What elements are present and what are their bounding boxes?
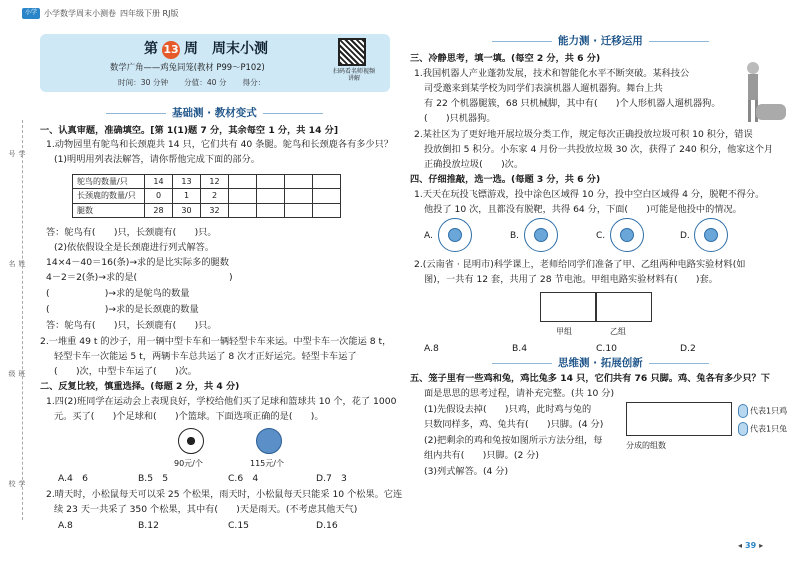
section-ability: 能力测 · 迁移运用 xyxy=(558,35,643,47)
q2-2-line-a: 2.晴天时，小松鼠每天可以采 25 个松果，雨天时，小松鼠每天只能采 10 个松果。它连 xyxy=(46,489,403,500)
sidebar-school: 学校 xyxy=(7,480,26,487)
q2-1-option-b[interactable]: B.5 5 xyxy=(138,473,169,484)
dartboard-d-icon[interactable] xyxy=(694,218,728,252)
soccer-ball-icon xyxy=(178,428,204,454)
table-cell-blank[interactable] xyxy=(313,175,341,189)
q1-2-line-a: 2.一堆重 49 t 的沙子，用一辆中型卡车和一辆轻型卡车来运。中型卡车一次能运 8 t， xyxy=(40,336,392,347)
grade-label: 四年级下册 RJ版 xyxy=(120,9,179,18)
table-row-label: 腿数 xyxy=(73,203,145,217)
sidebar-name: 姓名 xyxy=(7,260,26,267)
binding-line xyxy=(22,120,23,520)
dartboard-b-icon[interactable] xyxy=(524,218,558,252)
q1-1-text: 1.动物园里有鸵鸟和长颈鹿共 14 只，它们共有 40 条腿。鸵鸟和长颈鹿各有多少只？ xyxy=(46,139,394,150)
table-row-label: 长颈鹿的数量/只 xyxy=(73,189,145,203)
q2-1-line-b: 元。买了( )个足球和( )个篮球。下面选项正确的是( )。 xyxy=(54,411,324,422)
q4-1-option-d[interactable]: D. xyxy=(680,231,690,241)
table-cell-blank[interactable] xyxy=(285,203,313,217)
table-cell-blank[interactable] xyxy=(229,189,257,203)
q4-2-line-b: 图)，一共有 12 套，共用了 28 节电池。甲组电路实验材料有( )套。 xyxy=(424,274,718,285)
q4-1-option-b[interactable]: B. xyxy=(510,231,520,241)
legend-rabbit xyxy=(738,422,787,436)
soccer-price: 90元/个 xyxy=(174,459,203,468)
answer-1: 答：鸵鸟有( )只，长颈鹿有( )只。 xyxy=(46,227,217,238)
qr-code-icon[interactable] xyxy=(338,38,366,66)
q3-heading: 三、冷静思考，填一填。(每空 2 分，共 6 分) xyxy=(410,53,601,64)
basketball-icon xyxy=(256,428,282,454)
q1-1a-text: (1)明明用列表法解答，请你帮他完成下面的部分。 xyxy=(54,154,260,165)
table-cell-blank[interactable] xyxy=(229,203,257,217)
q2-2-line-b: 续 23 天一共采了 350 个松果，其中有( )天是雨天。(不考虑其他天气) xyxy=(54,504,358,515)
time-limit: 时间：30 分钟 xyxy=(118,78,169,87)
q5-2-line-b: 组内共有( )只脚。(2 分) xyxy=(424,450,539,461)
table-row xyxy=(73,203,341,217)
q2-2-option-c[interactable]: C.15 xyxy=(228,520,250,531)
table-cell: 2 xyxy=(201,189,229,203)
q1-2-line-c: ( )次，中型卡车运了( )次。 xyxy=(54,366,197,377)
series-name: 小学数学周末小测卷 xyxy=(44,9,117,18)
table-cell: 32 xyxy=(201,203,229,217)
calc-line-4: ( )→求的是长颈鹿的数量 xyxy=(46,304,199,315)
q2-heading: 二、反复比较，慎重选择。(每题 2 分，共 4 分) xyxy=(40,381,240,392)
score-total: 分值：40 分 xyxy=(184,78,227,87)
table-row-label: 鸵鸟的数量/只 xyxy=(73,175,145,189)
table-cell-blank[interactable] xyxy=(313,189,341,203)
table-cell-blank[interactable] xyxy=(257,189,285,203)
q3-2-line-b: 投放倒扣 5 积分。小东家 4 月份一共投放垃圾 30 次，获得了 240 积分，他家这个月 xyxy=(424,144,774,155)
q1-1b-text: (2)依依假设全是长颈鹿进行列式解答。 xyxy=(54,242,215,253)
q2-1-option-c[interactable]: C.6 4 xyxy=(228,473,259,484)
table-cell-blank[interactable] xyxy=(285,189,313,203)
qr-caption: 扫码看名师视频讲解 xyxy=(332,68,375,83)
q5-1-line-a: (1)先假设去掉( )只鸡，此时鸡与兔的 xyxy=(424,404,592,415)
table-cell: 13 xyxy=(173,175,201,189)
robot-dog-icon xyxy=(756,104,786,120)
table-cell: 12 xyxy=(201,175,229,189)
q4-2-option-b[interactable]: B.4 xyxy=(512,343,528,354)
exam-meta xyxy=(118,78,265,89)
table-cell: 30 xyxy=(173,203,201,217)
q1-heading: 一、认真审题，准确填空。[第 1(1)题 7 分，其余每空 1 分，共 14 分] xyxy=(40,125,339,136)
q4-heading: 四、仔细推敲，选一选。(每题 3 分，共 6 分) xyxy=(410,174,601,185)
page-title xyxy=(144,40,268,60)
dartboard-c-icon[interactable] xyxy=(610,218,644,252)
q4-2-line-a: 2.(云南省 · 昆明市)科学课上，老师给同学们准备了甲、乙组两种电路实验材料(如 xyxy=(414,259,746,270)
week-badge: 13 xyxy=(162,41,180,59)
q5-intro: 面是思思的思考过程，请补充完整。(共 10 分) xyxy=(424,388,615,399)
q5-3-line: (3)列式解答。(4 分) xyxy=(424,466,509,477)
table-row xyxy=(73,189,341,203)
q3-1-line-c: 有 22 个机器腿簇，68 只机械脚，其中有( )个人形机器人遛机器狗。 xyxy=(424,98,721,109)
top-bar xyxy=(22,8,178,19)
page-number-value: 39 xyxy=(745,541,757,550)
page-subtitle: 数学广角——鸡兔同笼(教材 P99～P102) xyxy=(110,62,265,72)
table-cell: 14 xyxy=(145,175,173,189)
page-number: ◂ 39 ▸ xyxy=(738,541,764,550)
basketball-price: 115元/个 xyxy=(250,459,284,468)
answer-2: 答：鸵鸟有( )只，长颈鹿有( )只。 xyxy=(46,320,217,331)
list-method-table xyxy=(72,174,341,218)
table-cell: 1 xyxy=(173,189,201,203)
sidebar-class: 班级 xyxy=(7,370,26,377)
q5-2-line-a: (2)把剩余的鸡和兔按如图所示方法分组，每 xyxy=(424,435,603,446)
q4-2-option-d[interactable]: D.2 xyxy=(680,343,696,354)
q4-1-option-a[interactable]: A. xyxy=(424,231,433,241)
circuit-label-a: 甲组 xyxy=(556,327,572,336)
rabbit-icon xyxy=(738,422,748,436)
q2-1-line-a: 1.四(2)班同学在运动会上表现良好，学校给他们买了足球和篮球共 10 个，花了 1000 xyxy=(46,396,397,407)
q5-1-line-b: 只数同样多，鸡、兔共有( )只脚。(4 分) xyxy=(424,419,604,430)
series-logo: 小学 xyxy=(22,8,40,19)
q2-2-option-a[interactable]: A.8 xyxy=(58,520,73,531)
chick-icon xyxy=(738,404,748,418)
score-got: 得分： xyxy=(242,78,266,87)
circuit-b-icon xyxy=(596,292,652,322)
group-count-label: 分成的组数 xyxy=(626,441,666,450)
q4-1-line-a: 1.天天在玩投飞镖游戏，投中涂色区域得 10 分，投中空白区域得 4 分，脱靶不得分。 xyxy=(414,189,765,200)
title-prefix: 第 xyxy=(144,41,158,57)
q2-1-option-d[interactable]: D.7 3 xyxy=(316,473,347,484)
q4-1-option-c[interactable]: C. xyxy=(596,231,606,241)
grouping-diagram xyxy=(626,402,732,436)
calc-line-2: 4－2＝2(条)→求的是( ) xyxy=(46,272,233,283)
q3-2-line-a: 2.某社区为了更好地开展垃圾分类工作，规定每次正确投放垃圾可积 10 积分，错误 xyxy=(414,129,753,140)
q3-1-line-a: 1.我国机器人产业蓬勃发展，技术和智能化水平不断突破。某科技公 xyxy=(414,68,690,79)
table-cell-blank[interactable] xyxy=(313,203,341,217)
q5-heading: 五、笼子里有一些鸡和兔，鸡比兔多 14 只，它们共有 76 只脚。鸡、兔各有多少只？下 xyxy=(410,373,770,384)
table-cell-blank[interactable] xyxy=(257,175,285,189)
q4-2-option-c[interactable]: C.10 xyxy=(596,343,618,354)
table-row xyxy=(73,175,341,189)
dartboard-a-icon[interactable] xyxy=(438,218,472,252)
table-cell-blank[interactable] xyxy=(285,175,313,189)
q3-2-line-c: 正确投放垃圾( )次。 xyxy=(424,159,524,170)
q2-1-option-a[interactable]: A.4 6 xyxy=(58,473,88,484)
table-cell-blank[interactable] xyxy=(229,175,257,189)
title-suffix: 周 周末小测 xyxy=(184,41,268,57)
section-thinking: 思维测 · 拓展创新 xyxy=(558,357,643,369)
sidebar-student-id: 学号 xyxy=(7,150,26,157)
section-basic: 基础测 · 教材变式 xyxy=(172,107,257,119)
title-banner xyxy=(40,34,390,92)
q2-2-option-d[interactable]: D.16 xyxy=(316,520,338,531)
q2-2-option-b[interactable]: B.12 xyxy=(138,520,159,531)
q3-1-line-b: 司受邀来到某学校为同学们表演机器人遛机器狗。舞台上共 xyxy=(424,83,663,94)
calc-line-1: 14×4－40＝16(条)→求的是比实际多的腿数 xyxy=(46,257,229,268)
q4-2-option-a[interactable]: A.8 xyxy=(424,343,439,354)
legend-chick-label: 代表1只鸡 xyxy=(750,406,788,416)
legend-chick xyxy=(738,404,787,418)
table-cell: 28 xyxy=(145,203,173,217)
q1-2-line-b: 轻型卡车一次能运 5 t，两辆卡车总共运了 8 次才正好运完。轻型卡车运了 xyxy=(54,351,357,362)
table-cell-blank[interactable] xyxy=(257,203,285,217)
circuit-label-b: 乙组 xyxy=(610,327,626,336)
table-cell: 0 xyxy=(145,189,173,203)
calc-line-3: ( )→求的是鸵鸟的数量 xyxy=(46,288,190,299)
q4-1-line-b: 他投了 10 次，且都没有脱靶，共得 64 分，下面( )可能是他投中的情况。 xyxy=(424,204,742,215)
circuit-a-icon xyxy=(540,292,596,322)
q3-1-line-d: ( )只机器狗。 xyxy=(424,113,496,124)
legend-rabbit-label: 代表1只兔 xyxy=(750,424,788,434)
